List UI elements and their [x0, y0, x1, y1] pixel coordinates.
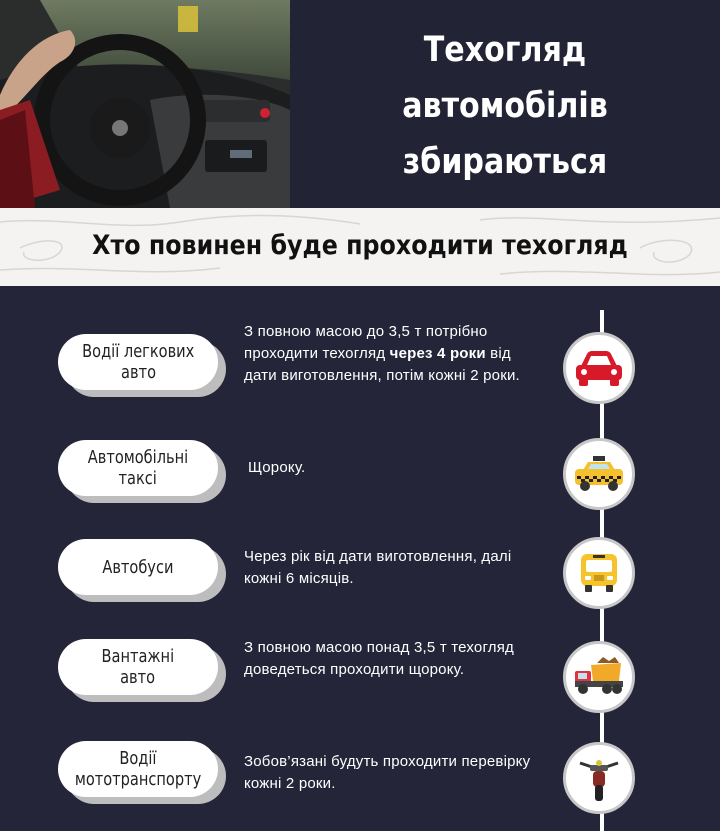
taxi-icon	[563, 438, 635, 510]
category-description	[244, 637, 544, 681]
category-label	[58, 440, 218, 496]
label-line: таксі	[118, 468, 158, 489]
label-line: авто	[120, 667, 156, 688]
desc-text: Через рік від дати виготовлення, далі кожні 6 місяців.	[244, 548, 512, 587]
category-description	[244, 546, 544, 590]
label-line: Водії легкових	[81, 341, 195, 362]
label-line: Автобуси	[102, 556, 174, 578]
headline-line: Техогляд автомобілів	[402, 30, 608, 126]
category-description	[244, 321, 544, 387]
label-line: Автомобільні	[87, 447, 189, 468]
desc-text: Щороку.	[248, 459, 306, 476]
desc-text: З повною масою до 3,5 т потрібно проходити техогляд	[244, 323, 488, 362]
red-car-icon	[563, 332, 635, 404]
desc-text: від дати виготовлення, потім кожні 2 роки.	[244, 345, 520, 384]
category-label	[58, 334, 218, 390]
subtitle-band	[0, 208, 720, 286]
desc-text: Зобов’язані будуть проходити перевірку кожні 2 роки.	[244, 753, 531, 792]
category-label	[58, 639, 218, 695]
label-line: Вантажні	[101, 646, 175, 667]
label-line: мототранспорту	[74, 769, 202, 790]
car-interior-photo	[0, 0, 290, 208]
dump-truck-icon	[563, 641, 635, 713]
desc-emphasis: через 4 роки	[389, 345, 486, 362]
category-label	[58, 741, 218, 797]
subtitle: Хто повинен буде проходити техогляд	[92, 230, 628, 261]
motorcycle-icon	[563, 742, 635, 814]
bus-icon	[563, 537, 635, 609]
label-line: авто	[120, 362, 156, 383]
hero-header	[0, 0, 720, 210]
headline-line: збираються	[402, 142, 608, 182]
category-label	[58, 539, 218, 595]
label-line: Водії	[119, 748, 157, 769]
category-description	[248, 457, 548, 479]
category-description	[244, 751, 544, 795]
desc-text: З повною масою понад 3,5 т техогляд доведеться проходити щороку.	[244, 639, 515, 678]
